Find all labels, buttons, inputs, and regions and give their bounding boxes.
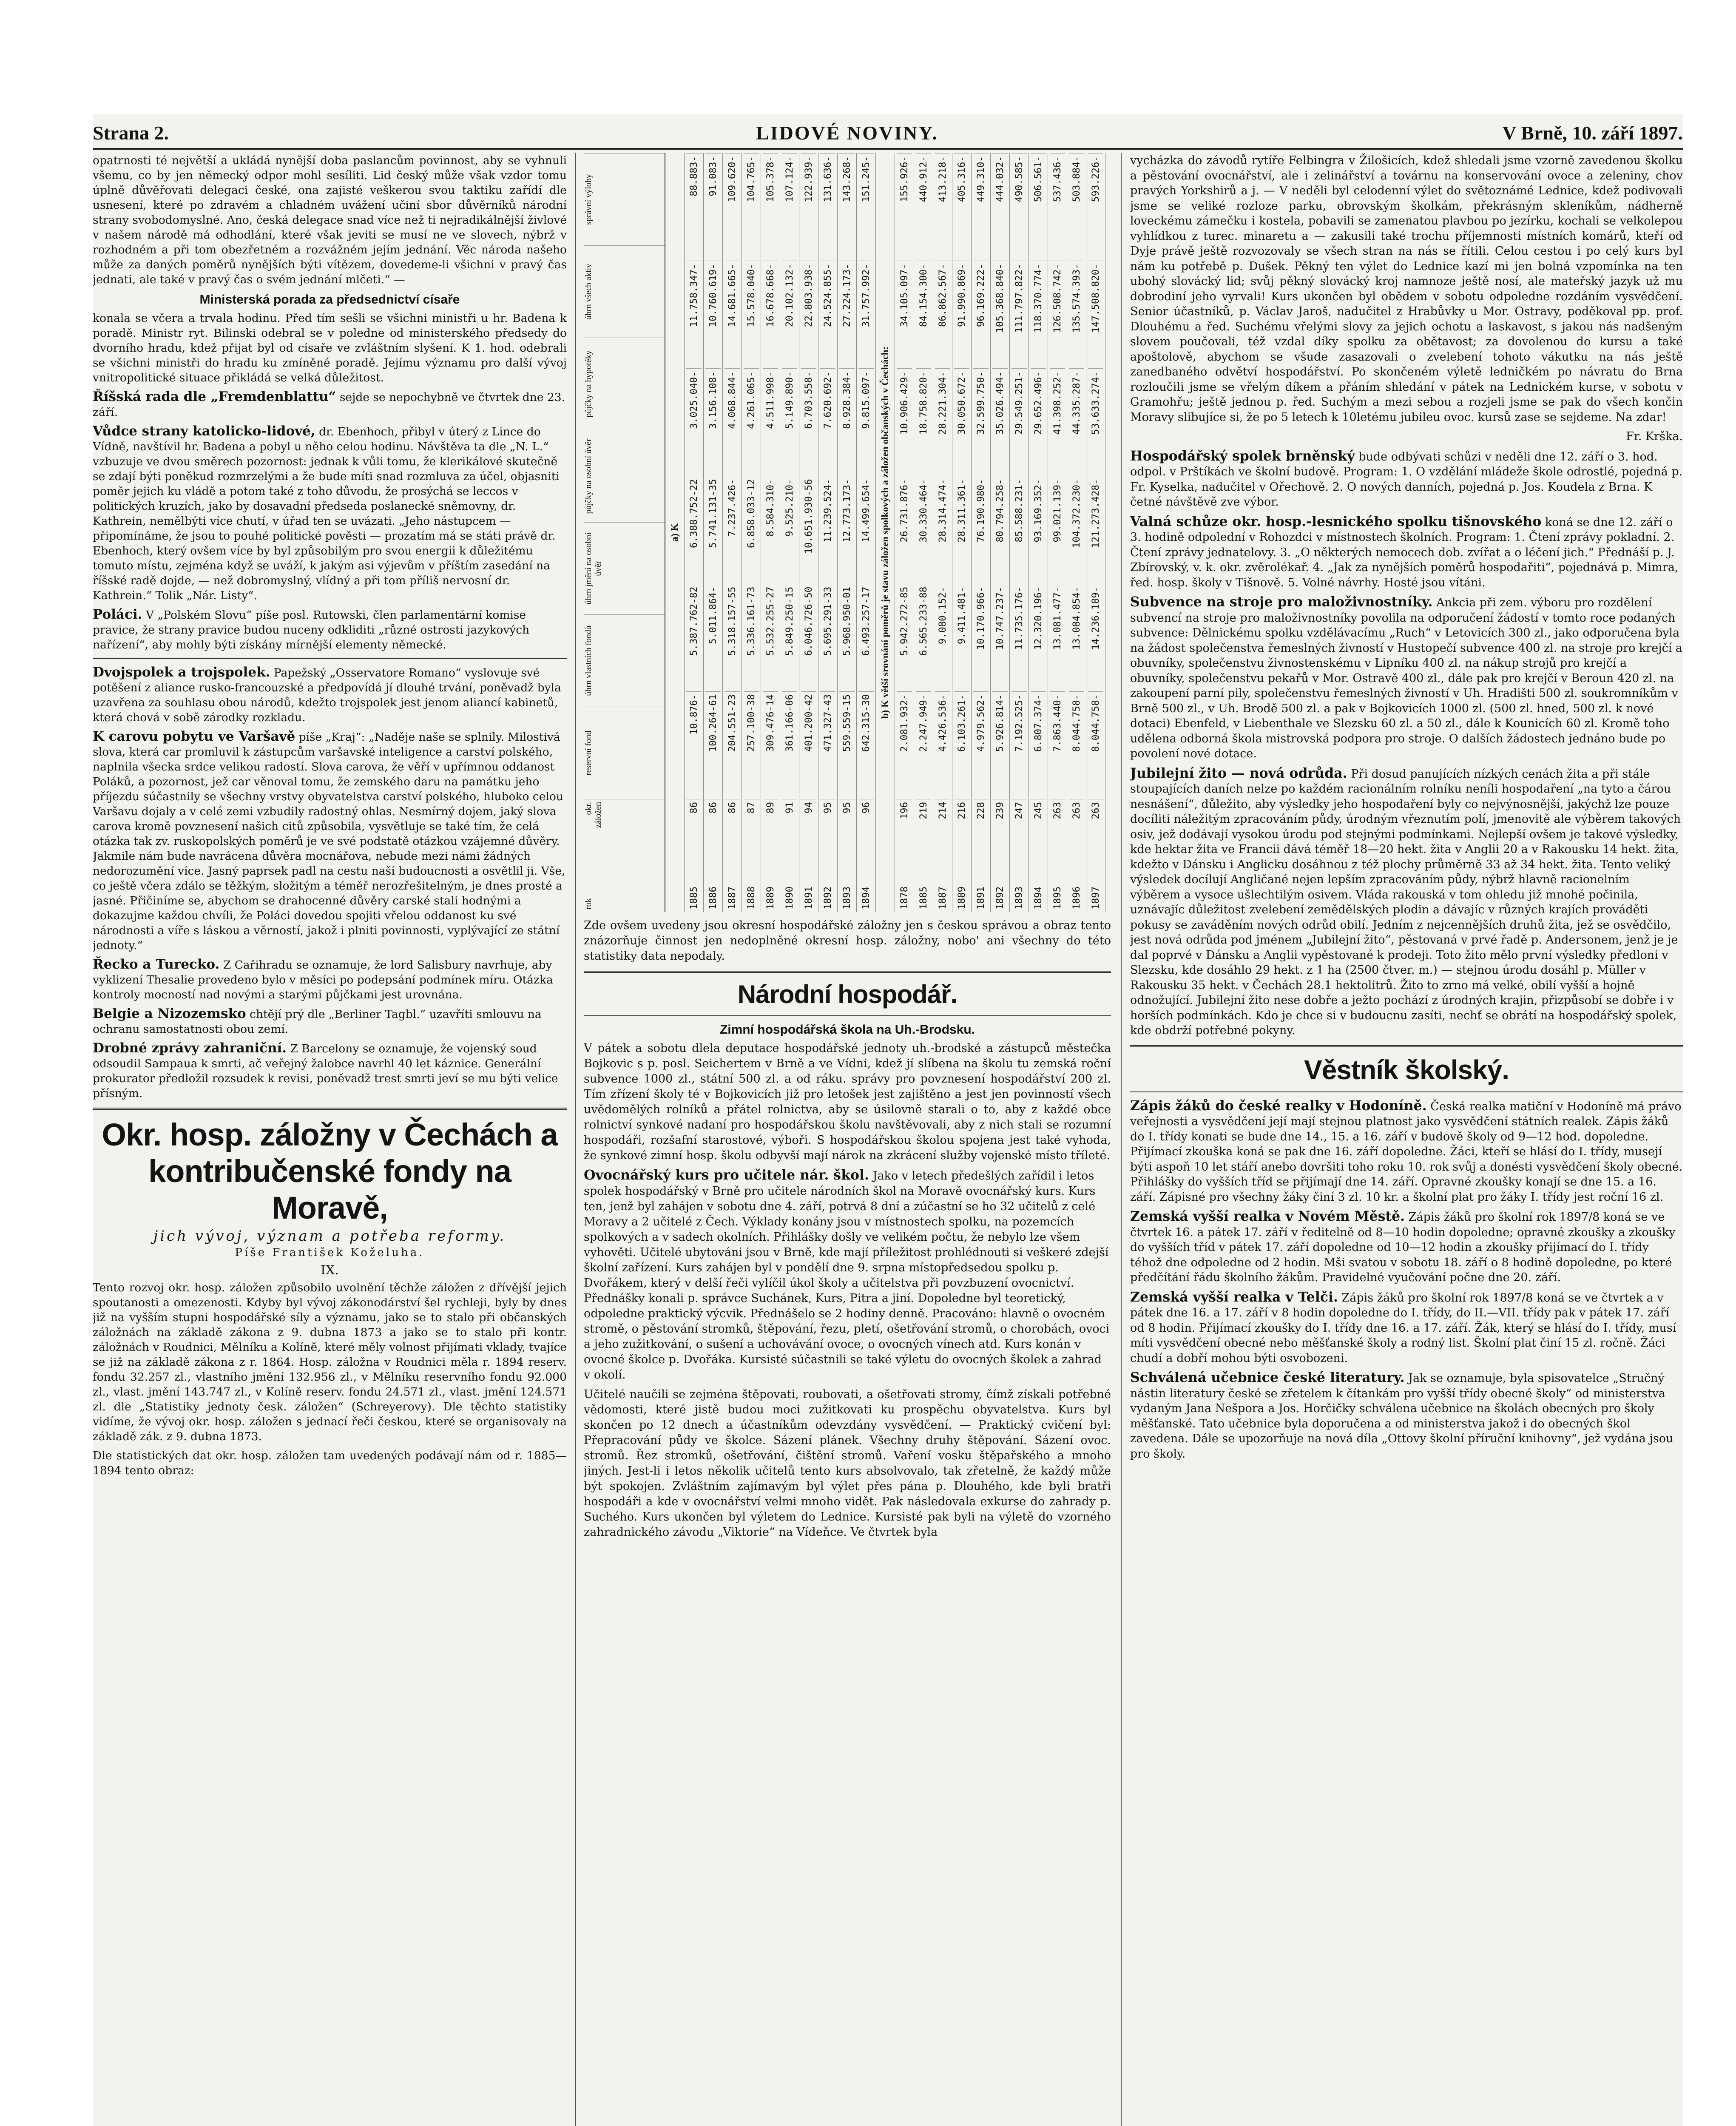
newspaper-page: [93, 114, 1683, 2126]
masthead-rule: [93, 148, 1683, 150]
table-cell: 122.939-: [801, 153, 816, 261]
table-cell: 642.315-30: [858, 691, 874, 799]
table-cell: 26.731.876-: [897, 476, 912, 583]
article-paragraph: opatrnosti té největší a ukládá nynější doba paslancům povinnost, aby se vyhnuli všemu, co by jen německý odpor mohl sesíliti. Lid český může však vzdor tomu úplně důvěřovati delegaci české, ona zajisté veškerou svou taktiku zařídí dle usnesení, které po zdravém a chladném uvážení učiní sbor důvěrníků národní strany svobodomyslné. Ano, česká delegace snad více než ti nejradikálnější živlové v našem národě má odhodlání, které však jeviti se musí ne ve slovech, nýbrž v rozhodném a při tom obezřetném a rozvážném jejím jednání. Věc národa našeho může za daných poměrů nynějších býti vítězem, dovedeme-li všichni v pravý čas jednati, ale také v pravý čas o svém jednání mlčeti.“ —: [93, 154, 567, 286]
table-cell: 1897: [1088, 843, 1103, 912]
table-cell: 1891: [801, 843, 816, 912]
table-row: [1029, 153, 1048, 912]
byline: Píše František Koželuha.: [235, 1246, 425, 1259]
table-cell: 214: [935, 799, 950, 843]
article-paragraph: vycházka do závodů rytíře Felbingra v Žilošicích, kdež shledali jsme vzorně zavedenou školku a pěstování ovocnářství, ale i zelinářství a továrnu na konservování ovoce a zeleniny, chov pravých Yorkshirů a j. — V neděli byl celodenní výlet do světoznámé Lednice, kdež podivovali jsme se veliké rozloze parku, obrovským školkám, překrásným skleníkům, nádherně loveckému zámečku i kostela, pobavili se zamenatou plavbou po jezírku, kochali se velkolepou vyhlídkou z turec. minaretu a — zakusili také trochu příjemnosti místních komárů, kteří od Dyje právě ještě rozvozovaly se všech stran na nás se řítili. Celou cestou i po celý kurs byl nám ku potřebě p. Dušek. Pěkný ten výlet do Lednice kazí mi jen bolná vzpomínka na ten ubohý slovácký lid; svůj pěkný slovácký kroj namnoze ještě nosí, ale mateřský jazyk už mu dobrodiní jeho vyrvali! Kurs ukončen byl obědem v sobotu odpoledne rozdáním vysvědčení. Senior účastníků, p. Václav Jaroš, nadučitel z Hrabůvky u Mor. Ostravy, poděkoval pp. prof. Dlouhému a řed. Suchému vřelými slovy za jejich ochotu a laskavost, s jakou nás nadšeným slovem poučovali, též vzdal díky spolku za obětavost; za dovolenou do kursu a také apoštolově, abychom se všude zasazovali o zvelebení tohoto vákutku na nás ještě zanedbaného odvětví hospodářství. Po skončeném výletě ledničkém po návratu do Brna rozloučili jsme se vřelým díkem a přáním shledání v pátek na Lednickém kurse, v sobotu v Gramohřu; ještě jednou p. řed. Suchým a mezi sebou a rozjeli jsme se pak do všech končin Moravy slibujíce si, že po 5 letech k 10letému jubileu ovoc. kursů zase se sejdeme. Na zdar!: [1130, 154, 1683, 424]
table-cell: 1890: [782, 843, 797, 912]
table-header-cell: půjčky na osobní úvěr: [584, 430, 665, 522]
article-text: Česká realka matiční v Hodoníně má právo veřejnosti a vysvědčení její mají stejnou platnost jako vysvědčení státních realek. Zápis žáků do I. třídy konati se bude dne 14., 15. a 16. září v budově školy od 9—12 hod. dopoledne. Přijímací zkouška koná se pak dne 16. září dopoledne. Žáci, kteří se hlásí do I. třídy, musejí býti aspoň 10 let stáří anebo dovršiti toho roku 10. rok svůj a donésti vysvědčení školy obecné. Přihlášky do vyšších tříd se přijímají dne 14. září. Opravné zkoušky konají se dne 15. a 16. září. Zápisné pro všechny žáky činí 3 zl. 10 kr. a školní plat pro žáky I. třídy jest roční 16 zl.: [1130, 1100, 1683, 1204]
divider: [584, 971, 1111, 973]
table-row: [742, 153, 761, 912]
table-cell: 95: [839, 799, 855, 843]
table-cell: 1896: [1069, 843, 1084, 912]
statistics-table: [584, 153, 1111, 912]
table-cell: 1888: [744, 843, 759, 912]
article-text: píše „Kraj“: „Naděje naše se splnily. Milostivá slova, která car promluvil k zástupcům varšavské inteligence a carství polského, naplnila všecka srdce velikou radostí. Slova carova, že věří v upřímnou oddanost Poláků, a pozornost, jež car věnoval tomu, že zemského daru na památku jeho příjezdu súčastnily se všechny vrstvy obyvatelstva carství polského, hluboko celou Varšavu dojaly a v celé zemi vzbudily radostný ohlas. Nesmírný dojem, jaký slova carova kromě povznesení našich citů způsobila, vysvětluje se také tím, že celá otázka tak zv. ruskopolských poměrů je ve své podstatě otázkou vzájemné důvěry. Jakmile nám bude navrácena důvěra mocnářova, nebude mezi námi žádných nedorozumění více. Jasný paprsek padl na cestu naší budoucnosti a osvětlil ji. Vše, co ještě včera zdálo se těžkým, složitým a téměř nerozřešitelným, je dnes prosté a jasné. Přičiníme se, abychom se drahocenné důvěry carské stali hodnými a dokazujme každou chvíli, že Poláci dovedou spojiti vřelou oddanost ku své národnosti a víře s láskou a věrností, jakož i plniti povinnosti, vyplývající ze státní jednoty.“: [93, 730, 565, 952]
table-cell: 100.264-61: [705, 691, 721, 799]
table-cell: 99.021.139-: [1050, 476, 1065, 583]
table-cell: 263: [1050, 799, 1065, 843]
table-row: [685, 153, 704, 912]
table-cell: 471.327-43: [820, 691, 835, 799]
table-cell: 8.044.758-: [1088, 691, 1103, 799]
table-cell: 1895: [1050, 843, 1065, 912]
article-text: chtějí prý dle „Berliner Tagbl.“ uzavříti smlouvu na ochranu samostatnosti obou zemí.: [93, 1008, 542, 1036]
table-section-label: b) K větší srovnání poměrů je stavu záložen spolkových a záložen občanských v Čechách:: [876, 153, 895, 912]
table-row: [972, 153, 991, 912]
article-heading: Valná schůze okr. hosp.-lesnického spolku tišnovského: [1130, 513, 1542, 529]
article-heading: Říšská rada dle „Fremdenblattu“: [93, 389, 336, 404]
table-cell: 5.968.950-01: [839, 584, 855, 691]
table-body-a: [685, 153, 876, 912]
masthead-title: LIDOVÉ NOVINY.: [756, 122, 938, 144]
table-cell: 35.026.494-: [992, 368, 1008, 476]
table-cell: 10.760.619-: [705, 261, 721, 368]
table-cell: 24.524.855-: [820, 261, 835, 368]
table-cell: 14.499.654-: [858, 476, 874, 583]
article-paragraph: V pátek a sobotu dlela deputace hospodářské jednoty uh.-brodské a zástupců městečka Bojkovic s p. posl. Seichertem v Brně a ve Vídni, kdež jí slíbena na školu tu zemská roční subvence 1000 zl., státní 500 zl. a od ráku. správy pro povznesení hospodářství 200 zl. Tím zřízení školy té v Bojkovicích již pro letošek jest zajištěno a jest jen povinností všech uvědomělých rolníků a přátel rolnictva, aby se úsilovně starali o to, aby z každé obce rolnictví synkové nadaní pro hospodářskou školu navštěvovali, aby z nich stali se rozumní hospodáři, rozšafní starostové, výboři. S hospodářskou školou spojena jest také vyhoda, že synkové zimní hosp. školu odbyvší mají nárok na zkrácení služby vojenské místo tříleté.: [584, 1042, 1111, 1162]
article-text: koná se dne 12. září o 3. hodině odpolední v Rohozdci v místnostech školních. Program: 1. Čtení zprávy pokladní. 2. Čtení zprávy jednatelovy. 3. „O některých nemocech dob. zvířat a o léčení jich.“ Přednáší p. J. Zbírovský, v. k. okr. zvěrolékař. 4. „Jak za nynějších poměrů hospodařiti“, pojednává p. Mimra, řed. hosp. školy v Tišnově. 5. Volné návrhy. Hosté jsou vítáni.: [1130, 515, 1679, 589]
table-cell: 1894: [858, 843, 874, 912]
table-cell: 76.190.980-: [973, 476, 989, 583]
table-cell: 239: [992, 799, 1008, 843]
table-cell: 44.335.287-: [1069, 368, 1084, 476]
article-heading: Dvojspolek a trojspolek.: [93, 665, 270, 680]
table-cell: 12.320.196-: [1031, 584, 1046, 691]
table-cell: 31.757.992-: [858, 261, 874, 368]
table-cell: 6.103.261-: [954, 691, 969, 799]
table-cell: 8.044.758-: [1069, 691, 1084, 799]
table-header-cell: okr. záložen: [584, 799, 665, 843]
table-row: [818, 153, 838, 912]
table-cell: 34.105.097-: [897, 261, 912, 368]
table-cell: 7.620.692-: [820, 368, 835, 476]
table-cell: 29.652.496-: [1031, 368, 1046, 476]
table-cell: 14.681.665-: [725, 261, 740, 368]
table-cell: 361.166-06: [782, 691, 797, 799]
column-2: [584, 153, 1111, 2126]
table-row: [704, 153, 723, 912]
table-cell: 28.221.304-: [935, 368, 950, 476]
table-cell: 204.551-23: [725, 691, 740, 799]
article-heading: Poláci.: [93, 607, 142, 622]
table-cell: 11.758.347-: [686, 261, 702, 368]
table-cell: 9.080.152-: [935, 584, 950, 691]
article-heading: Subvence na stroje pro maloživnostníky.: [1130, 594, 1433, 610]
table-cell: 6.388.752-22: [686, 476, 702, 583]
table-cell: 5.318.157-55: [725, 584, 740, 691]
table-cell: 5.942.272-85: [897, 584, 912, 691]
table-cell: 107.124-: [782, 153, 797, 261]
table-cell: 7.863.440-: [1050, 691, 1065, 799]
table-cell: 219: [916, 799, 931, 843]
table-cell: 559.559-15: [839, 691, 855, 799]
table-header-cell: půjčky na hypotéky: [584, 338, 665, 430]
table-cell: 105.368.840-: [992, 261, 1008, 368]
table-cell: 86: [686, 799, 702, 843]
table-cell: 88.883-: [686, 153, 702, 261]
table-header-row: [584, 153, 665, 912]
table-header-cell: úhrn vlastních fondů: [584, 614, 665, 707]
table-header-cell: rok: [584, 843, 665, 912]
table-cell: 96: [858, 799, 874, 843]
table-cell: 1892: [992, 843, 1008, 912]
article-heading: Jubilejní žito — nová odrůda.: [1130, 765, 1347, 781]
table-cell: 6.807.374-: [1031, 691, 1046, 799]
table-cell: 151.245-: [858, 153, 874, 261]
table-cell: 2.081.932-: [897, 691, 912, 799]
table-row: [895, 153, 914, 912]
table-cell: 405.316-: [954, 153, 969, 261]
table-cell: 1893: [1011, 843, 1027, 912]
table-cell: 506.561-: [1031, 153, 1046, 261]
table-cell: 490.585-: [1011, 153, 1027, 261]
article-heading: Zemská vyšší realka v Novém Městě.: [1130, 1208, 1405, 1224]
article-text: Zápis žáků pro školní rok 1897/8 koná se ve čtvrtek a v pátek dne 16. a 17. září v 8 hodin dopoledne do I. třídy, do II.—VII. třídy pak v pátek 17. září od 8 hodin. Přijímací zkoušky do I. třídy dne 16. a 17. září. Žák, který se hlásí do I. třídy, musí míti vysvědčení obecné nebo měšťanské školy a rodný list. Školní plat činí 15 zl. ročně. Žáci chudí a dobří mohou býti osvobozeni.: [1130, 1291, 1676, 1365]
table-cell: 10.906.429-: [897, 368, 912, 476]
article-heading: Řecko a Turecko.: [93, 957, 220, 972]
table-cell: 111.797.822-: [1011, 261, 1027, 368]
article-text: Ankcia při zem. výboru pro rozdělení subvencí na stroje pro maloživnostníky povolila na odporučení žádostí v tomto roce podaných subvence: Dělnickému spolku vzdělávacímu „Ruch“ v Letovicích 300 zl., jako odporučena byla na žádost společenstva řemeslných živností v Hustopečí subvence 400 zl. na stroje pro krejčí a obuvníky, společenstvu živnostenskému v Lipníku 400 zl. na nákup strojů pro krejčí a obuvníky, společenstvu pekařů v Mor. Ostravě 400 zl., dále pak pro krejčí v Beroun 420 zl. na zakoupení parní pily, společenstvu řemeslných živností v Uh. Hradišti 500 zl. soukromníkům v Brně 500 zl., v Uh. Brodě 500 zl. a pak v Bojkovicích 1000 zl. (500 zl. hned, 500 zl. k nové dotaci) Ebenfeld, v Liebenthale ve Slezsku 60 zl. a 50 zl., dále k Kounicích 60 zl. Kromě toho udělena odborná škola mistrovská podpora pro stroje. O dalších žádostech jednáno bude po povolení nové dotace.: [1130, 596, 1682, 760]
article-text: Jako v letech předešlých zařídil i letos spolek hospodářský v Brně pro učitele národních škol na Moravě ovocnářský kurs. Kurs ten, jenž byl zahájen v sobotu dne 4. září, potrvá 8 dní a zúčastní se ho 32 učitelů z celé Moravy a 2 učitelé z Čech. Výklady konány jsou v místnostech spolku, na pozemcích spolkových a v sadech okolních. Přihlášky došly ve velikém počtu, že nebylo lze všem vyhověti. Učitelé ubytováni jsou v Brně, kde mají příležitost prohlédnouti si veškeré zdejší školní zařízení. Kurs zahájen byl v pondělí dne 9. srpna místopředsedou spolku p. Dvořákem, který v delší řeči vylíčil úkol školy a učitelstva při povzbuzení ovocnictví. Přednášky konali p. správce Suchánek, Kurs, Pitra a jiní. Dopoledne byl teoretický, odpoledne praktický výcvik. Přednášelo se 2 hodiny denně. Pracováno: hlavně o ovocném stromě, o pěstování stromků, štěpování, řezu, pletí, ošetřování stromů, o chorobách, ovoci a jeho zužitkování, o sušení a uchovávání ovoce, o ovocných vínech atd. Kurs konán v ovocné školce p. Dvořáka. Kursisté súčastnili se také výletu do ovocných školek a zahrad v okolí.: [584, 1169, 1110, 1381]
divider: [1130, 1045, 1683, 1047]
table-cell: 126.508.742-: [1050, 261, 1065, 368]
table-cell: 6.858.033-12: [744, 476, 759, 583]
table-cell: 4.261.065-: [744, 368, 759, 476]
table-cell: 28.314.474-: [935, 476, 950, 583]
table-cell: 1878: [897, 843, 912, 912]
table-cell: 12.773.173-: [839, 476, 855, 583]
table-cell: 10.747.237-: [992, 584, 1008, 691]
table-cell: 27.224.173-: [839, 261, 855, 368]
table-cell: 1885: [916, 843, 931, 912]
table-cell: 537.436-: [1050, 153, 1065, 261]
table-cell: 87: [744, 799, 759, 843]
article-heading: Zemská vyšší realka v Telči.: [1130, 1289, 1338, 1305]
table-header-cell: správní výlohy: [584, 153, 665, 245]
article-heading: Zimní hospodářská škola na Uh.-Brodsku.: [719, 1023, 975, 1037]
table-cell: 5.695.291-33: [820, 584, 835, 691]
table-cell: 263: [1069, 799, 1084, 843]
table-row: [914, 153, 933, 912]
article-heading: Schválená učebnice české literatury.: [1130, 1370, 1405, 1385]
table-cell: 96.169.222-: [973, 261, 989, 368]
article-paragraph: konala se včera a trvala hodinu. Před tím sešli se všichni ministři u hr. Badena k poradě. Ministr ryt. Bilinski odebral se v poledne od ministerského předsedy do dvorního hradu, kdež přijat byl od císaře ve zvláštním slyšení. K 1. hod. odebrali se všichni ministři do hradu ku zmíněné poradě. Jejímu významu pro další vývoj vnitropolitické situace přikládá se velká důležitost.: [93, 312, 567, 384]
table-section-label: a) K: [665, 153, 685, 912]
feature-headline: Okr. hosp. záložny v Čechách a kontribučenské fondy na Moravě,: [102, 1117, 558, 1225]
table-cell: 6.493.257-17: [858, 584, 874, 691]
table-row: [857, 153, 876, 912]
article-text: V „Polském Slovu“ píše posl. Rutowski, člen parlamentární komise pravice, že strany pravice budou nuceny odkliditi „různé ostrosti jazykových nařízení“, aby mohly býti získány mírnější elementy německé.: [93, 608, 530, 651]
table-cell: 263: [1088, 799, 1103, 843]
table-cell: 94: [801, 799, 816, 843]
table-cell: 593.226-: [1088, 153, 1103, 261]
table-cell: 86: [725, 799, 740, 843]
table-row: [799, 153, 818, 912]
table-cell: 245: [1031, 799, 1046, 843]
table-cell: 1889: [763, 843, 778, 912]
article-heading: Belgie a Nizozemsko: [93, 1006, 246, 1021]
table-cell: 6.703.558-: [801, 368, 816, 476]
article-text: dr. Ebenhoch, přibyl v úterý z Lince do Vídně, navštívil hr. Badena a pobyl u něho celou hodinu. Návštěva ta dle „N. L.“ vzbuzuje ve dvou směrech pozornost: jednak k vůli tomu, že klerikálové skutečně se zdají býti poněkud rozmrzelými a že bude míti snad rozmluva za účel, objasniti poměr jejich ku vládě a potom také z toho důvodu, že prosýchá se leccos v politických kruzích, jako by dosavadní předseda poslanecké sněmovny, dr. Kathrein, nemělbýti více chutí, v úřad ten se uvázati. „Jeho nástupcem — připomínáme, že jsou to pouhé politické pověsti — prozatím má se státi právě dr. Ebenhoch, který ovšem více by byl způsobilým pro svou energii k důležitému tomuto místu, zejména když se uváží, k jakým asi výjevům v příštím zasedání na říšské radě dojde, — než dobromyslný, vlídný a při tom příliš nervosní dr. Kathrein.“ Tolik „Nár. Listy“.: [93, 425, 560, 602]
article-text: sejde se nepochybně ve čtvrtek dne 23. září.: [93, 391, 565, 419]
column-divider: [575, 153, 576, 2126]
table-cell: 7.237.426-: [725, 476, 740, 583]
table-cell: 247: [1011, 799, 1027, 843]
article-heading: Hospodářský spolek brněnský: [1130, 448, 1355, 464]
article-heading: Vůdce strany katolicko-lidové,: [93, 423, 315, 439]
table-cell: 95: [820, 799, 835, 843]
table-cell: 7.192.525-: [1011, 691, 1027, 799]
signature: Fr. Krška.: [1626, 430, 1683, 443]
table-cell: 30.050.672-: [954, 368, 969, 476]
divider: [93, 1108, 567, 1110]
table-cell: 121.273.428-: [1088, 476, 1103, 583]
table-cell: 10.651.930-56: [801, 476, 816, 583]
page-number: Strana 2.: [93, 122, 169, 144]
table-cell: 20.102.132-: [782, 261, 797, 368]
article-paragraph: Tento rozvoj okr. hosp. záložen způsobilo uvolnění těchže záložen z dřívější jejich spoutanosti a omezenosti. Kdyby byl vývoj zákonodárství šel rychleji, byly by dnes již na vyšším stupni hospodářské síly a významu, jako se to stalo při občanských záložnách na základě zákona z 9. dubna 1873 a jako se to stalo při kontr. záložnách v Roudnici, Mělníku a Kolíně, které měly volnost přijímati vklady, tvajíce se již na základě zákona z r. 1864. Hosp. záložna v Roudnici měla r. 1894 reserv. fondu 32.257 zl., vlastního jmění 132.956 zl., v Mělníku reservního fondu 92.000 zl., vlast. jmění 143.747 zl., v Kolíně reserv. fondu 24.571 zl., vlast. jmění 124.571 zl. dle „Statistiky jednoty česk. záložen“ (Schreyerovy). Dle těchto statistiky vidíme, že vývoj okr. hosp. záložen s jednací řeči českou, které se organisovaly na základě zák. z 9. dubna 1873.: [93, 1281, 567, 1443]
table-row: [723, 153, 742, 912]
divider: [584, 1015, 1111, 1016]
table-cell: 257.100-38: [744, 691, 759, 799]
table-header-cell: reservní fond: [584, 707, 665, 799]
table-row: [1067, 153, 1086, 912]
table-cell: 10.170.966-: [973, 584, 989, 691]
article-heading: K carovu pobytu ve Varšavě: [93, 729, 295, 744]
divider: [1130, 1091, 1683, 1092]
table-cell: 4.511.998-: [763, 368, 778, 476]
table-cell: 1889: [954, 843, 969, 912]
table-cell: 105.378-: [763, 153, 778, 261]
table-cell: 8.584.310-: [763, 476, 778, 583]
table-cell: 3.156.108-: [705, 368, 721, 476]
table-cell: 131.636-: [820, 153, 835, 261]
article-paragraph: Dle statistických dat okr. hosp. záložen tam uvedených podávají nám od r. 1885—1894 tento obraz:: [93, 1449, 567, 1477]
table-row: [780, 153, 799, 912]
table-cell: 135.574.393-: [1069, 261, 1084, 368]
table-cell: 143.268-: [839, 153, 855, 261]
section-title: Národní hospodář.: [737, 980, 957, 1009]
table-cell: 5.532.255-27: [763, 584, 778, 691]
article-text: Papežský „Osservatore Romano“ vyslovuje své potěšení z aliance rusko-francouzské a předpovídá jí dlouhé trvání, poněvadž byla uzavřena za souhlasu obou národů, kdežto trojspolek jest jenom aliancí kabinetů, která chová v sobě zárodky rozkladu.: [93, 666, 561, 724]
table-cell: 14.236.189-: [1088, 584, 1103, 691]
table-cell: 6.046.726-50: [801, 584, 816, 691]
article-text: bude odbývati schůzi v neděli dne 12. září o 3. hod. odpol. v Prštíkách ve školní budově. Program: 1. O vzdělání mládeže škole odrostlé, pojedná p. Fr. Kyselka, nadučitel v Ořechově. 2. O nových danních, pojedná p. Jos. Koudela z Brna. K četné návštěvě zve výbor.: [1130, 450, 1683, 509]
table-cell: 9.525.210-: [782, 476, 797, 583]
article-heading: Drobné zprávy zahraniční.: [93, 1040, 287, 1056]
article-paragraph: Učitelé naučili se zejména štěpovati, roubovati, a ošetřovati stromy, čímž získali potřebné vědomosti, které jistě budou moci zužitkovati ku prospěchu obyvatelstva. Kurs byl skončen po 12 dnech a účastníkům odevzdány vysvědčení. — Praktický cvičení byl: Přepracování půdy ve školce. Sázení plánek. Všechny druhy štěpování. Sázení ovoc. stromů. Řez stromků, ošetřování, čištění stromů. Vaření vosku štěpařského a mnoho jiných. Jest-li i letos několik učitelů tento kurs absolvovalo, tak zřetelně, že každý může být spokojen. Zvláštním zajímavým byl výlet přes pána p. Dlouhého, kde byli bratři hospodáři a kde v ovocnářství velmi mnoho vidět. Pak následovala exkurse do zahrady p. Suchého. Kurs ukončen byl výletem do Lednice. Kursisté pak byli na výletě do vzorného zahradnického závodu „Viktorie“ na Vídeňce. Ve čtvrtek byla: [584, 1388, 1111, 1539]
table-cell: 86: [705, 799, 721, 843]
column-divider: [1121, 153, 1122, 2126]
table-header-cell: úhrn všech aktiv: [584, 245, 665, 338]
table-cell: 10.876-: [686, 691, 702, 799]
table-cell: 503.884-: [1069, 153, 1084, 261]
table-cell: 8.928.384-: [839, 368, 855, 476]
table-cell: 5.011.864-: [705, 584, 721, 691]
table-cell: 5.741.131-35: [705, 476, 721, 583]
feature-subheadline: jich vývoj, význam a potřeba reformy.: [153, 1228, 506, 1245]
table-cell: 5.387.762-82: [686, 584, 702, 691]
table-cell: 93.169.352-: [1031, 476, 1046, 583]
table-row: [1010, 153, 1029, 912]
table-cell: 1894: [1031, 843, 1046, 912]
divider: [93, 658, 567, 659]
article-heading: Ministerská porada za předsednictví císaře: [199, 293, 460, 307]
table-cell: 5.849.250-15: [782, 584, 797, 691]
article-text: Jak se oznamuje, byla spisovatelce „Stručný nástin literatury české se zřetelem k čítankám pro vyšší třídy obecné školy“ od ministerstva vydaným Jana Nešpora a Jos. Horčičky schválena učebnice na školách obecných pro školy měšťanské. Tato učebnice byla doporučena a od ministerstva jakož i do obecných škol zavedena. Dále se upozorňuje na nová díla „Ottovy školní příruční knihovny“, jež vydána jsou pro školy.: [1130, 1372, 1673, 1461]
table-cell: 91: [782, 799, 797, 843]
table-cell: 440.912-: [916, 153, 931, 261]
table-cell: 118.370.774-: [1031, 261, 1046, 368]
part-number: IX.: [321, 1263, 339, 1278]
table-cell: 91.990.869-: [954, 261, 969, 368]
table-cell: 13.081.477-: [1050, 584, 1065, 691]
table-cell: 5.149.890-: [782, 368, 797, 476]
table-cell: 3.025.040-: [686, 368, 702, 476]
section-title: Věstník školský.: [1304, 1054, 1509, 1085]
column-3: [1130, 153, 1683, 2126]
table-cell: 9.411.481-: [954, 584, 969, 691]
table-cell: 6.565.233-88: [916, 584, 931, 691]
table-cell: 147.508.820-: [1088, 261, 1103, 368]
table-cell: 4.068.844-: [725, 368, 740, 476]
article-paragraph: Zde ovšem uvedeny jsou okresní hospodářské záložny jen s českou správou a obraz tento znázorňuje činnost jen nedoplněné okresní hosp. záložny, nobo' ani všechny do této statistiky data nepodaly.: [584, 919, 1111, 963]
article-heading: Ovocnářský kurs pro učitele nár. škol.: [584, 1167, 869, 1183]
table-cell: 5.336.161-73: [744, 584, 759, 691]
table-cell: 18.758.820-: [916, 368, 931, 476]
table-cell: 41.398.252-: [1050, 368, 1065, 476]
table-row: [1086, 153, 1105, 912]
table-cell: 228: [973, 799, 989, 843]
article-text: Zápis žáků pro školní rok 1897/8 koná se ve čtvrtek 16. a pátek 17. září v ředitelně od 8—10 hodin dopoledne; opravné zkoušky a zkoušky do vyšších tříd v pátek 17. září dopoledne od 10—12 hodin a zkoušky přijímací do I. třídy téhož dne odpoledne od 2 hodin. Mši svatou v sobotu 18. září o 8 hodině dopoledne, po které předčítání řádu školního žákům. Pravidelné vyučování počne dne 20. září.: [1130, 1211, 1676, 1284]
table-cell: 104.765-: [744, 153, 759, 261]
table-cell: 4.979.562-: [973, 691, 989, 799]
table-row: [1048, 153, 1067, 912]
table-cell: 2.247.949-: [916, 691, 931, 799]
table-cell: 16.678.668-: [763, 261, 778, 368]
table-cell: 86.862.567-: [935, 261, 950, 368]
table-cell: 15.578.040-: [744, 261, 759, 368]
table-cell: 1887: [725, 843, 740, 912]
article-text: Při dosud panujících nízkých cenách žita a při stále stoupajících daních nelze po každém racionálním rolníku neníli hospodaření „na tyto a čárou nesnášení“, důležito, aby výsledky jeho hospodaření byly co nejvýnosnější, jakýchž lze pouze docíliti náležitým zpracováním půdy, úrodným vřeznutím polí, jmenovitě ale výběrem takových osiv, jež dodávají vysokou úrodu pod stejnými podmínkami. Nejlepší ovšem je takové výsledky, kde hektar žita ve Francii dává téměř 18—20 hekt. žita v Anglii 20 a v Rakousku 14 hekt. žita, kdežto v Dánsku i Anglicku dosáhnou z též plochy průměrně 33 až 34 hekt. žita. Tento veliký výsledek docílují Angličané nejen lepším zpracováním půdy, nýbrž hlavně racionelním výběrem a vysoce ušlechtilým osivem. Vláda rakouská v tom ohledu již mnohé počinila, uznávajíc důležitost zvelebení zemědělských plodin a dávajíc v různých krajích prováděti pokusy se zaváděním nových odrůd obilí. Jedním z nejcennějších druhů žita, jež se osvědčilo, jest nová odrůda pod jménem „Jubilejní žito“, pěstovaná v prvé řadě p. Andersonem, jenž je je dal poprvé v Dánsku a Anglii vypěstované k prodeji. Toto žito mělo první výsledky předloni v Slezsku, kde dosáhlo 29 hekt. z 1 ha (2500 čtver. m.) — stejnou úrodu dosáhl p. Müller v Rakousku 35 hekt. v Čechách 28.1 hektolitrů. Žito to zrno má velké, obilí vyšší a hojně odnožující. Jubilejní žito nese dobře a ježto pochází z úrodných krajin, přizpůsobí se dobře i v horších podmínkách. Kdo je chce si v budoucnu zasíti, nechť se obrátí na hospodářský spolek, kde obdrží potřebné pokyny.: [1130, 767, 1681, 1037]
table-cell: 413.218-: [935, 153, 950, 261]
table-cell: 309.476-14: [763, 691, 778, 799]
table-cell: 11.239.524-: [820, 476, 835, 583]
table-row: [991, 153, 1010, 912]
table-cell: 85.588.231-: [1011, 476, 1027, 583]
table-cell: 4.426.536-: [935, 691, 950, 799]
column-1: [93, 153, 567, 2126]
table-row: [838, 153, 857, 912]
table-cell: 80.794.258-: [992, 476, 1008, 583]
issue-date: V Brně, 10. září 1897.: [1502, 122, 1683, 144]
table-cell: 104.372.230-: [1069, 476, 1084, 583]
table-cell: 22.803.938-: [801, 261, 816, 368]
table-cell: 444.032-: [992, 153, 1008, 261]
table-cell: 5.926.814-: [992, 691, 1008, 799]
article-heading: Zápis žáků do české realky v Hodoníně.: [1130, 1097, 1427, 1114]
table-cell: 1885: [686, 843, 702, 912]
statistics-table-wrapper: [584, 153, 1111, 912]
table-cell: 30.330.464-: [916, 476, 931, 583]
table-body-b: [895, 153, 1105, 912]
table-cell: 401.200-42: [801, 691, 816, 799]
table-cell: 1891: [973, 843, 989, 912]
table-cell: 28.311.361-: [954, 476, 969, 583]
article-text: Z Barcelony se oznamuje, že vojenský soud odsoudil Sampaua k smrti, ač veřejný žalobce navrhl 40 let káznice. Generální prokurator předložil rozsudek k revisi, poněvadž trest smrti jeví se mu býti velice přísným.: [93, 1042, 558, 1100]
table-row: [933, 153, 952, 912]
table-cell: 32.599.750-: [973, 368, 989, 476]
table-cell: 29.549.251-: [1011, 368, 1027, 476]
table-cell: 11.735.176-: [1011, 584, 1027, 691]
table-cell: 53.633.274-: [1088, 368, 1103, 476]
table-cell: 91.083-: [705, 153, 721, 261]
table-cell: 89: [763, 799, 778, 843]
table-cell: 1892: [820, 843, 835, 912]
table-cell: 196: [897, 799, 912, 843]
table-cell: 1886: [705, 843, 721, 912]
table-cell: 84.154.300-: [916, 261, 931, 368]
table-cell: 449.310-: [973, 153, 989, 261]
table-header-cell: úhrn jmění na osobní úvěr: [584, 522, 665, 614]
table-cell: 109.620-: [725, 153, 740, 261]
table-cell: 155.926-: [897, 153, 912, 261]
table-cell: 9.815.097-: [858, 368, 874, 476]
table-cell: 1887: [935, 843, 950, 912]
table-cell: 13.084.854-: [1069, 584, 1084, 691]
table-row: [952, 153, 972, 912]
table-cell: 1893: [839, 843, 855, 912]
table-row: [761, 153, 780, 912]
table-cell: 216: [954, 799, 969, 843]
article-text: Z Cařihradu se oznamuje, že lord Salisbury navrhuje, aby vyklizení Thesalie provedeno bylo v měsíci po podepsání podmínek míru. Otázka kontroly mocností nad novými a starými půjčkami jest urovnána.: [93, 958, 553, 1001]
